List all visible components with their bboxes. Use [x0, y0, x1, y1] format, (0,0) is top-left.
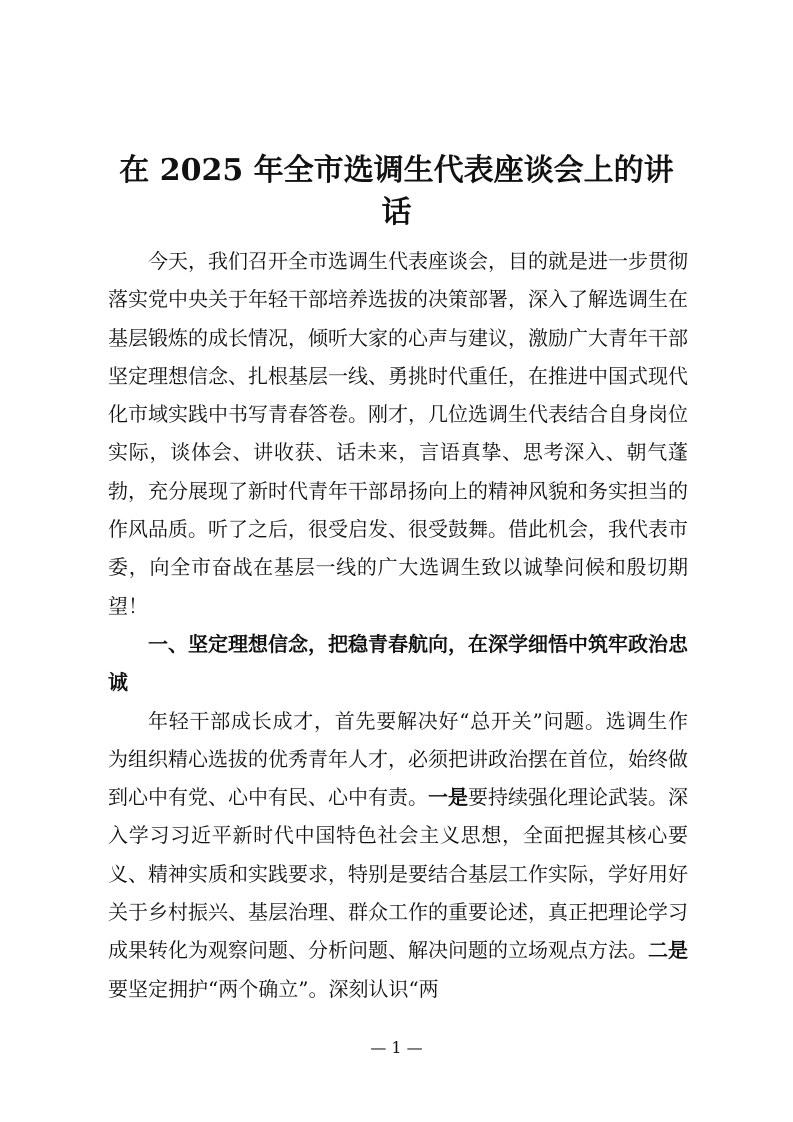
point-lead-1: 一是 [428, 785, 468, 810]
document-body [108, 242, 688, 1008]
section-heading-1: 一、坚定理想信念，把稳青春航向，在深学细悟中筑牢政治忠诚 [108, 631, 688, 695]
paragraph-text: 年轻干部成长成才，首先要解决好“总开关”问题。选调生作为组织精心选拔的优秀青年人才，必须把讲政治摆在首位，始终做到心中有党、心中有民、心中有责。 [108, 708, 688, 810]
document-title: 在 2025 年全市选调生代表座谈会上的讲话 [119, 153, 674, 230]
section-1-paragraph [108, 702, 688, 1008]
point-lead-2: 二是 [648, 938, 688, 963]
intro-paragraph: 今天，我们召开全市选调生代表座谈会，目的就是进一步贯彻落实党中央关于年轻干部培养选拔的决策部署，深入了解选调生在基层锻炼的成长情况，倾听大家的心声与建议，激励广大青年干部坚定理想信念、扎根基层一线、勇挑时代重任，在推进中国式现代化市域实践中书写青春答卷。刚才，几位选调生代表结合自身岗位实际，谈体会、讲收获、话未来，言语真挚、思考深入、朝气蓬勃，充分展现了新时代青年干部昂扬向上的精神风貌和务实担当的作风品质。听了之后，很受启发、很受鼓舞。借此机会，我代表市委，向全市奋战在基层一线的广大选调生致以诚挚问候和殷切期望！ [108, 249, 688, 618]
paragraph-text: 要坚定拥护“两个确立”。深刻认识“两 [108, 976, 439, 1001]
page-number: — 1 — [370, 1038, 423, 1057]
paragraph-text: 要持续强化理论武装。深入学习习近平新时代中国特色社会主义思想，全面把握其核心要义、精神实质和实践要求，特别是要结合基层工作实际，学好用好关于乡村振兴、基层治理、群众工作的重要论述，真正把理论学习成果转化为观察问题、分析问题、解决问题的立场观点方法。 [108, 785, 688, 963]
